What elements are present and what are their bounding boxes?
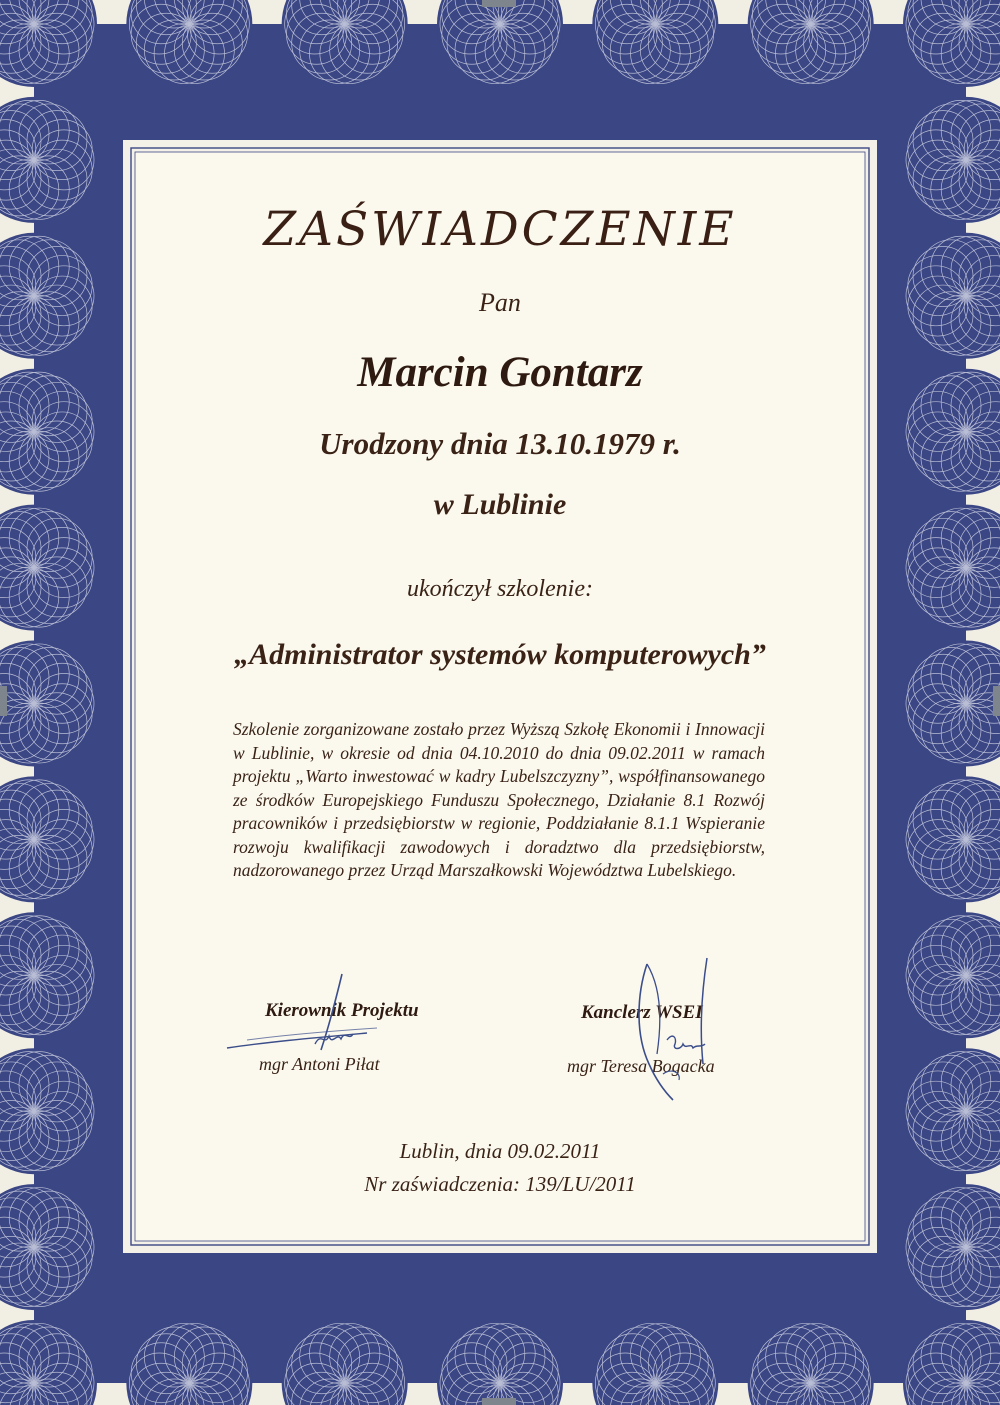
birth-date: Urodzony dnia 13.10.1979 r. bbox=[319, 426, 681, 461]
signature-chancellor bbox=[607, 954, 757, 1104]
training-description: Szkolenie zorganizowane zostało przez Wyższą Szkołę Ekonomii i Innowacji w Lublinie, w okresie od dnia 04.10.2010 do dnia 09.02.2011 w ramach projektu „Warto inwestować w kadry Lubelszczyzny”, współfinansowanego ze środków Europejskiego Funduszu Społecznego, Działanie 8.1 Rozwój pracowników i przedsiębiorstw w regionie, Poddziałanie 8.1.1 Wspieranie rozwoju kwalifikacji zawodowych i doradztwo dla przedsiębiorstw, nadzorowanego przez Urząd Marszałkowski Województwa Lubelskiego. bbox=[233, 719, 765, 880]
certificate-number: Nr zaświadczenia: 139/LU/2011 bbox=[364, 1172, 636, 1196]
birth-place: w Lublinie bbox=[433, 488, 567, 521]
frame-clip-left bbox=[0, 686, 7, 716]
recipient-name: Marcin Gontarz bbox=[357, 349, 643, 396]
signatory-role-project-manager: Kierownik Projektu bbox=[265, 1000, 419, 1021]
signature-project-manager bbox=[217, 962, 397, 1062]
certificate-title: ZAŚWIADCZENIE bbox=[263, 202, 737, 257]
signatory-role-chancellor: Kanclerz WSEI bbox=[581, 1002, 703, 1023]
certificate-paper bbox=[137, 154, 863, 1239]
frame-clip-bottom bbox=[482, 1398, 516, 1405]
frame-clip-top bbox=[482, 0, 516, 7]
completed-training-label: ukończył szkolenie: bbox=[407, 576, 593, 602]
frame-clip-right bbox=[993, 686, 1000, 716]
signatory-name-chancellor: mgr Teresa Bogacka bbox=[567, 1056, 715, 1076]
course-name: „Administrator systemów komputerowych” bbox=[234, 638, 766, 671]
issue-place-date: Lublin, dnia 09.02.2011 bbox=[399, 1139, 601, 1163]
signatory-name-project-manager: mgr Antoni Piłat bbox=[259, 1054, 380, 1074]
salutation: Pan bbox=[479, 288, 521, 317]
